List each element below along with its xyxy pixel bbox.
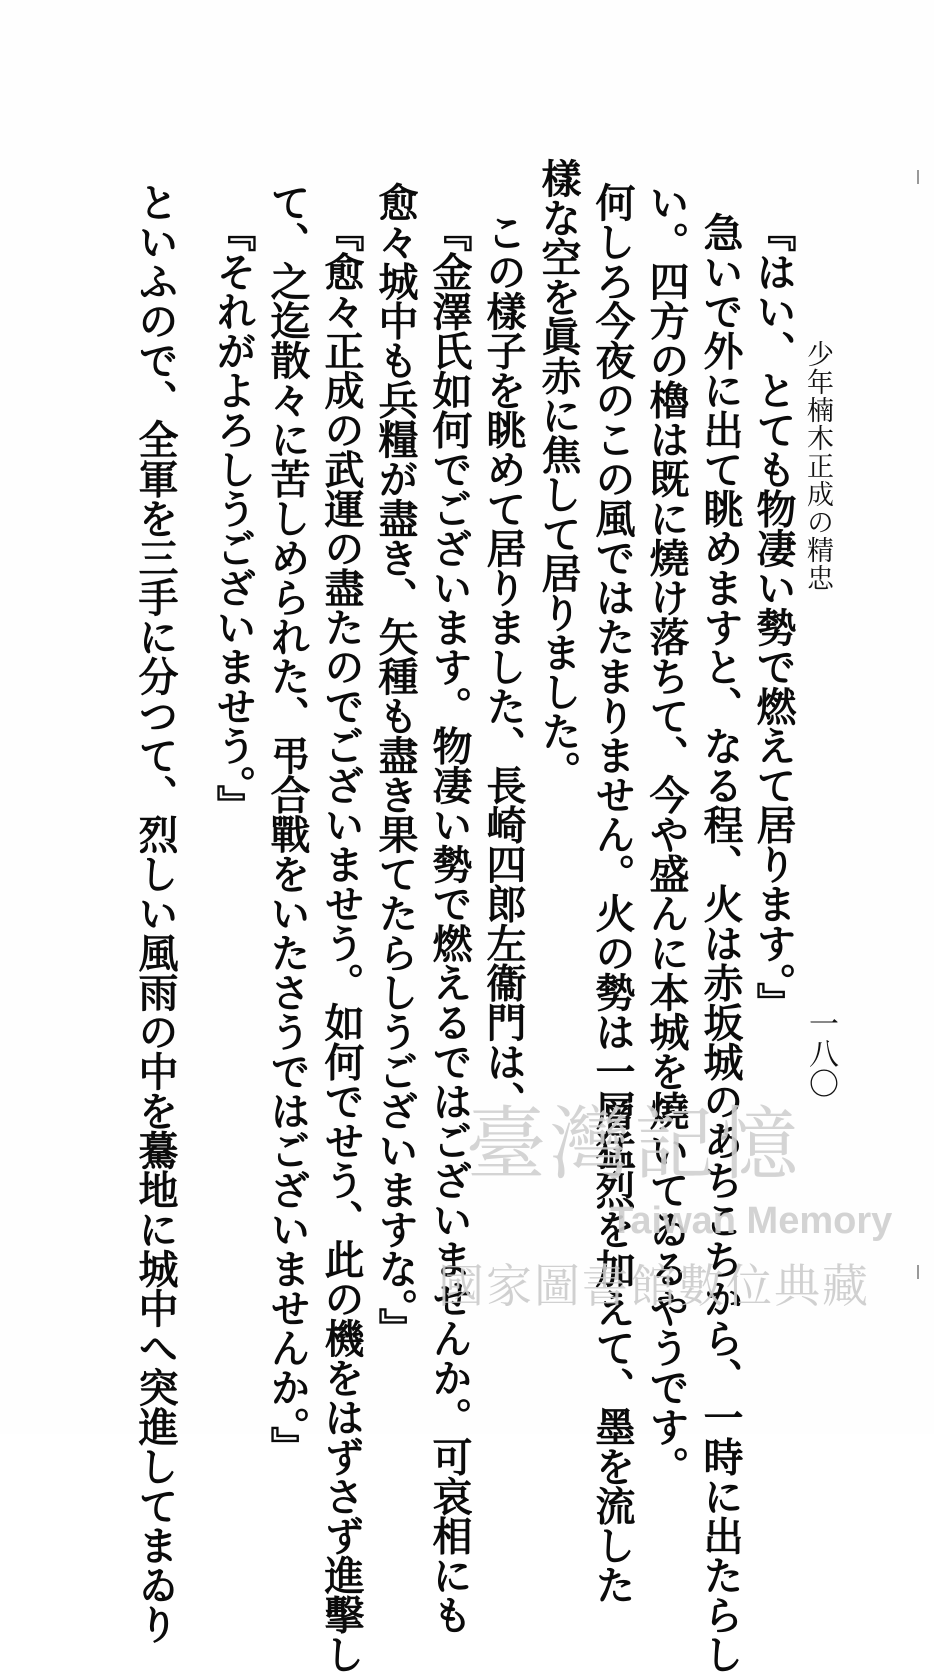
text-line-9: 『愈々正成の武運の盡たのでございませう。如何でせう、此の機をはずさず進擊し (318, 212, 365, 1674)
text-line-3: い。四方の櫓は既に燒け落ちて、今や盛んに本城を燒いてゐるやうです。 (643, 182, 690, 1486)
text-line-6: この樣子を眺めて居りました、長崎四郎左衞門は、 (480, 212, 527, 1121)
archive-watermark (438, 1080, 908, 1320)
text-line-2: 急いで外に出て眺めますと、なる程、火は赤坂城のあちこちから、一時に出たらし (697, 212, 744, 1674)
text-line-8: 愈々城中も兵糧が盡き、矢種も盡き果てたらしうございますな。』 (372, 182, 419, 1347)
watermark-english: Taiwan Memory (610, 1200, 893, 1242)
text-line-12: といふので、全軍を三手に分つて、烈しい風雨の中を驀地に城中へ突進してまゐり (132, 182, 179, 1644)
page-number: 一八〇 (803, 1008, 838, 1098)
text-line-10: て、之迄散々に苦しめられた、弔合戰をいたさうではございませんか。』 (264, 182, 311, 1466)
watermark-subtitle: 國家圖書館數位典藏 (438, 1260, 870, 1312)
text-line-7: 『金澤氏如何でございます。物凄い勢で燃えるではございませんか。可哀相にも (426, 212, 473, 1634)
text-line-11: 『それがよろしうございませう。』 (210, 212, 257, 824)
margin-mark-top (917, 170, 919, 184)
margin-mark-bottom (917, 1265, 919, 1279)
text-line-1: 『はい、とても物凄い勢で燃えて居ります。』 (750, 212, 797, 1022)
text-line-5: 樣な空を眞赤に焦して居りました。 (535, 158, 582, 790)
watermark-chinese: 臺灣記憶 (466, 1098, 802, 1191)
running-header-title: 少年楠木正成の精忠 (802, 340, 833, 592)
text-line-4: 何しろ今夜のこの風ではたまりません。火の勢は一層猛烈を加えて、墨を流した (589, 182, 636, 1604)
